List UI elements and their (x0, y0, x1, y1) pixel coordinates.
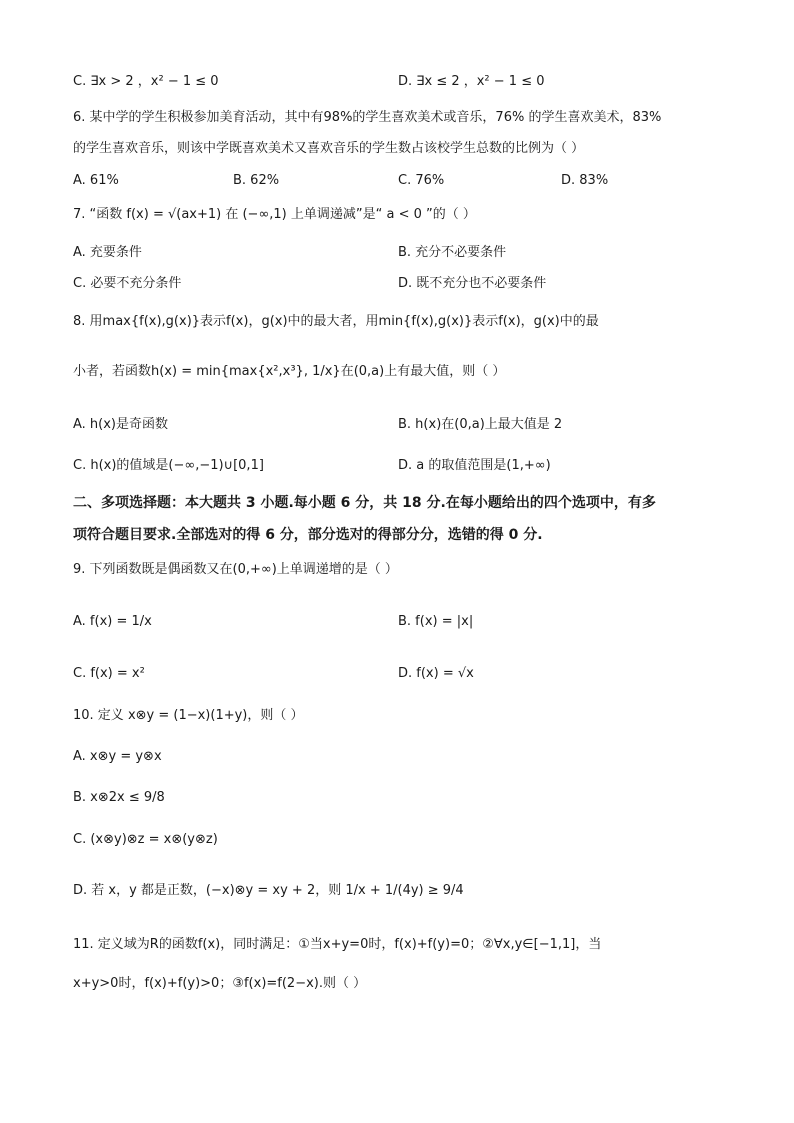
q9-option-c: C. f(x) = x² (73, 666, 145, 681)
q6-option-a: A. 61% (73, 173, 119, 188)
q11-stem-line1: 11. 定义域为R的函数f(x)，同时满足：①当x+y=0时，f(x)+f(y)=0；②∀x,y∈[−1,1]，当 (73, 937, 602, 952)
q9-stem: 9. 下列函数既是偶函数又在(0,+∞)上单调递增的是（ ） (73, 562, 398, 577)
q5-option-d: D. ∃x ≤ 2 ，x² − 1 ≤ 0 (398, 74, 545, 89)
q10-option-c: C. (x⊗y)⊗z = x⊗(y⊗z) (73, 832, 218, 847)
q8-option-a: A. h(x)是奇函数 (73, 417, 169, 432)
q7-option-a: A. 充要条件 (73, 245, 142, 260)
q7-option-d: D. 既不充分也不必要条件 (398, 276, 547, 291)
q6-option-d: D. 83% (561, 173, 609, 188)
q8-stem-line1: 8. 用max{f(x),g(x)}表示f(x)，g(x)中的最大者，用min{f(x),g(x)}表示f(x)，g(x)中的最 (73, 314, 599, 329)
section-2-heading-line1: 二、多项选择题：本大题共 3 小题.每小题 6 分，共 18 分.在每小题给出的四个选项中，有多 (73, 495, 656, 511)
q9-option-d: D. f(x) = √x (398, 666, 474, 681)
q6-option-b: B. 62% (233, 173, 280, 188)
q8-option-c: C. h(x)的值域是(−∞,−1)∪[0,1] (73, 458, 264, 473)
q5-option-c: C. ∃x > 2 ，x² − 1 ≤ 0 (73, 74, 219, 89)
q7-option-b: B. 充分不必要条件 (398, 245, 507, 260)
section-2-heading-line2: 项符合题目要求.全部选对的得 6 分，部分选对的得部分分，选错的得 0 分. (73, 527, 543, 543)
q6-option-c: C. 76% (398, 173, 445, 188)
q10-option-d: D. 若 x，y 都是正数，(−x)⊗y = xy + 2，则 1/x + 1/(4y) ≥ 9/4 (73, 883, 464, 898)
q10-option-a: A. x⊗y = y⊗x (73, 749, 162, 764)
q9-option-b: B. f(x) = |x| (398, 614, 474, 629)
q7-option-c: C. 必要不充分条件 (73, 276, 182, 291)
q8-option-d: D. a 的取值范围是(1,+∞) (398, 458, 551, 473)
q11-stem-line2: x+y>0时，f(x)+f(y)>0；③f(x)=f(2−x).则（ ） (73, 976, 367, 991)
q6-stem-line1: 6. 某中学的学生积极参加美育活动，其中有98%的学生喜欢美术或音乐，76% 的学生喜欢美术，83% (73, 110, 662, 125)
q7-stem: 7. “函数 f(x) = √(ax+1) 在 (−∞,1) 上单调递减”是“ a < 0 ”的（ ） (73, 207, 476, 222)
q10-stem: 10. 定义 x⊗y = (1−x)(1+y)，则（ ） (73, 708, 304, 723)
q10-option-b: B. x⊗2x ≤ 9/8 (73, 790, 165, 805)
q6-stem-line2: 的学生喜欢音乐，则该中学既喜欢美术又喜欢音乐的学生数占该校学生总数的比例为（ ） (73, 141, 585, 156)
q8-option-b: B. h(x)在(0,a)上最大值是 2 (398, 417, 563, 432)
q9-option-a: A. f(x) = 1/x (73, 614, 152, 629)
q8-stem-line2: 小者，若函数h(x) = min{max{x²,x³}, 1/x}在(0,a)上有最大值，则（ ） (73, 364, 506, 379)
